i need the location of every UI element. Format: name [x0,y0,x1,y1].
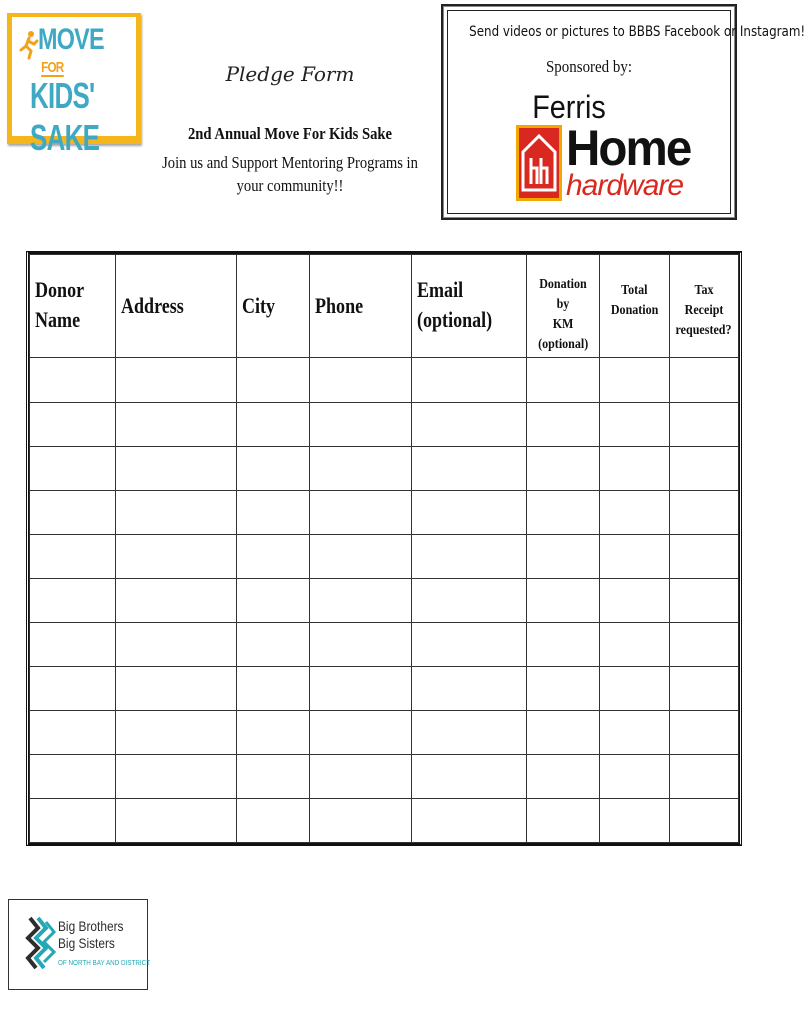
move-for-kids-sake-logo [7,13,141,158]
pledge-cell[interactable] [527,710,600,754]
pledge-cell[interactable] [236,798,310,842]
col-tax-receipt-label-1: Tax Receipt [684,283,724,318]
bbbs-line-2: Big Sisters [58,935,115,951]
pledge-cell[interactable] [527,490,600,534]
form-title: Pledge Form [225,62,355,86]
table-row [30,490,739,534]
pledge-cell[interactable] [30,402,116,446]
table-row [30,578,739,622]
col-tax-receipt-label-2: requested? [675,323,732,338]
table-row [30,798,739,842]
pledge-cell[interactable] [669,798,738,842]
home-hardware-hardware-word: hardware [566,169,684,202]
pledge-cell[interactable] [669,490,738,534]
pledge-cell[interactable] [600,358,670,402]
pledge-cell[interactable] [412,666,527,710]
table-header-row [30,255,739,358]
col-donation-km-label-3: (optional) [538,337,589,352]
pledge-cell[interactable] [236,666,310,710]
pledge-cell[interactable] [115,666,236,710]
pledge-cell[interactable] [236,710,310,754]
table-row [30,754,739,798]
pledge-cell[interactable] [600,798,670,842]
pledge-cell[interactable] [412,490,527,534]
runner-icon [20,31,38,59]
pledge-cell[interactable] [236,358,310,402]
bbbs-name [58,918,123,952]
table-row [30,534,739,578]
pledge-cell[interactable] [669,622,738,666]
pledge-cell[interactable] [527,578,600,622]
social-media-note: Send videos or pictures to BBBS Facebook or Instagram! [469,24,805,40]
pledge-cell[interactable] [236,490,310,534]
pledge-cell[interactable] [236,754,310,798]
pledge-cell[interactable] [412,534,527,578]
pledge-cell[interactable] [30,534,116,578]
pledge-cell[interactable] [527,402,600,446]
pledge-cell[interactable] [600,754,670,798]
pledge-cell[interactable] [412,446,527,490]
pledge-cell[interactable] [669,578,738,622]
pledge-cell[interactable] [669,402,738,446]
event-tagline: Join us and Support Mentoring Programs in your community!! [162,153,418,195]
pledge-cell[interactable] [669,446,738,490]
pledge-cell[interactable] [412,754,527,798]
sponsor-box [441,4,805,220]
logo-word-for: FOR [41,59,64,76]
pledge-cell[interactable] [527,534,600,578]
table-row [30,622,739,666]
pledge-cell[interactable] [669,358,738,402]
pledge-cell[interactable] [115,710,236,754]
col-donation-km [527,255,600,358]
pledge-cell[interactable] [236,534,310,578]
pledge-cell[interactable] [115,578,236,622]
bbbs-logo [8,899,151,990]
pledge-cell[interactable] [310,402,412,446]
pledge-cell[interactable] [310,798,412,842]
pledge-cell[interactable] [30,710,116,754]
pledge-cell[interactable] [115,402,236,446]
pledge-cell[interactable] [600,490,670,534]
pledge-cell[interactable] [310,754,412,798]
bbbs-line-1: Big Brothers [58,918,124,934]
pledge-cell[interactable] [669,534,738,578]
event-title: 2nd Annual Move For Kids Sake [187,124,393,143]
col-tax-receipt [669,255,738,358]
pledge-cell[interactable] [30,666,116,710]
pledge-cell[interactable] [600,446,670,490]
pledge-cell[interactable] [310,666,412,710]
pledge-cell[interactable] [412,402,527,446]
pledge-table [26,251,742,846]
pledge-cell[interactable] [115,446,236,490]
home-hardware-home-word: Home [566,120,691,176]
pledge-cell[interactable] [115,622,236,666]
logo-line-2: KIDS' SAKE [30,75,100,158]
pledge-cell[interactable] [115,798,236,842]
pledge-cell[interactable] [30,358,116,402]
sponsored-by-label: Sponsored by: [545,57,633,76]
bbbs-region: OF NORTH BAY AND DISTRICT [58,960,151,967]
col-email-label-2: (optional) [417,307,493,332]
table-row [30,446,739,490]
pledge-cell[interactable] [527,358,600,402]
col-phone [310,255,412,358]
table-row [30,710,739,754]
pledge-cell[interactable] [600,622,670,666]
col-address [115,255,236,358]
pledge-cell[interactable] [30,754,116,798]
pledge-cell[interactable] [310,622,412,666]
pledge-cell[interactable] [310,534,412,578]
pledge-cell[interactable] [310,358,412,402]
pledge-cell[interactable] [600,402,670,446]
col-city-label: City [241,293,275,318]
pledge-cell[interactable] [600,710,670,754]
table-row [30,402,739,446]
pledge-grid [29,254,739,843]
logo-word-move: MOVE [38,23,104,56]
col-total-donation-label-2: Donation [610,303,659,318]
pledge-cell[interactable] [310,710,412,754]
pledge-cell[interactable] [527,446,600,490]
table-row [30,666,739,710]
sponsor-name: Ferris [532,89,606,125]
pledge-cell[interactable] [236,446,310,490]
col-donation-km-label-2: KM [552,317,574,332]
bbbs-mark-icon [24,916,56,972]
pledge-cell[interactable] [669,666,738,710]
home-hardware-house-icon [516,125,562,201]
col-email-label-1: Email [417,277,464,302]
pledge-cell[interactable] [527,666,600,710]
pledge-cell[interactable] [527,798,600,842]
col-donation-km-label-1: Donation by [539,277,587,312]
pledge-cell[interactable] [30,490,116,534]
col-donor-name-label-2: Name [35,307,81,332]
col-address-label: Address [120,293,184,318]
col-email [412,255,527,358]
pledge-cell[interactable] [527,754,600,798]
pledge-cell[interactable] [527,622,600,666]
pledge-cell[interactable] [412,710,527,754]
pledge-cell[interactable] [236,402,310,446]
table-row [30,358,739,402]
pledge-cell[interactable] [115,490,236,534]
pledge-cell[interactable] [30,798,116,842]
pledge-rows [30,358,739,843]
pledge-cell[interactable] [600,534,670,578]
pledge-cell[interactable] [310,578,412,622]
pledge-cell[interactable] [30,446,116,490]
pledge-cell[interactable] [310,490,412,534]
pledge-cell[interactable] [115,358,236,402]
pledge-cell[interactable] [669,710,738,754]
logo-panel [12,17,136,158]
pledge-cell[interactable] [412,798,527,842]
sponsor-box-inner [447,10,805,214]
pledge-cell[interactable] [600,666,670,710]
pledge-cell[interactable] [669,754,738,798]
pledge-cell[interactable] [310,446,412,490]
pledge-cell[interactable] [115,534,236,578]
col-total-donation-label-1: Total [621,283,648,298]
pledge-cell[interactable] [412,622,527,666]
pledge-cell[interactable] [236,578,310,622]
pledge-cell[interactable] [600,578,670,622]
pledge-cell[interactable] [30,578,116,622]
pledge-cell[interactable] [115,754,236,798]
col-total-donation [600,255,670,358]
col-phone-label: Phone [315,293,364,318]
pledge-cell[interactable] [412,578,527,622]
pledge-cell[interactable] [412,358,527,402]
col-donor-name-label-1: Donor [35,277,85,302]
pledge-cell[interactable] [30,622,116,666]
col-donor-name [30,255,116,358]
pledge-cell[interactable] [236,622,310,666]
col-city [236,255,310,358]
